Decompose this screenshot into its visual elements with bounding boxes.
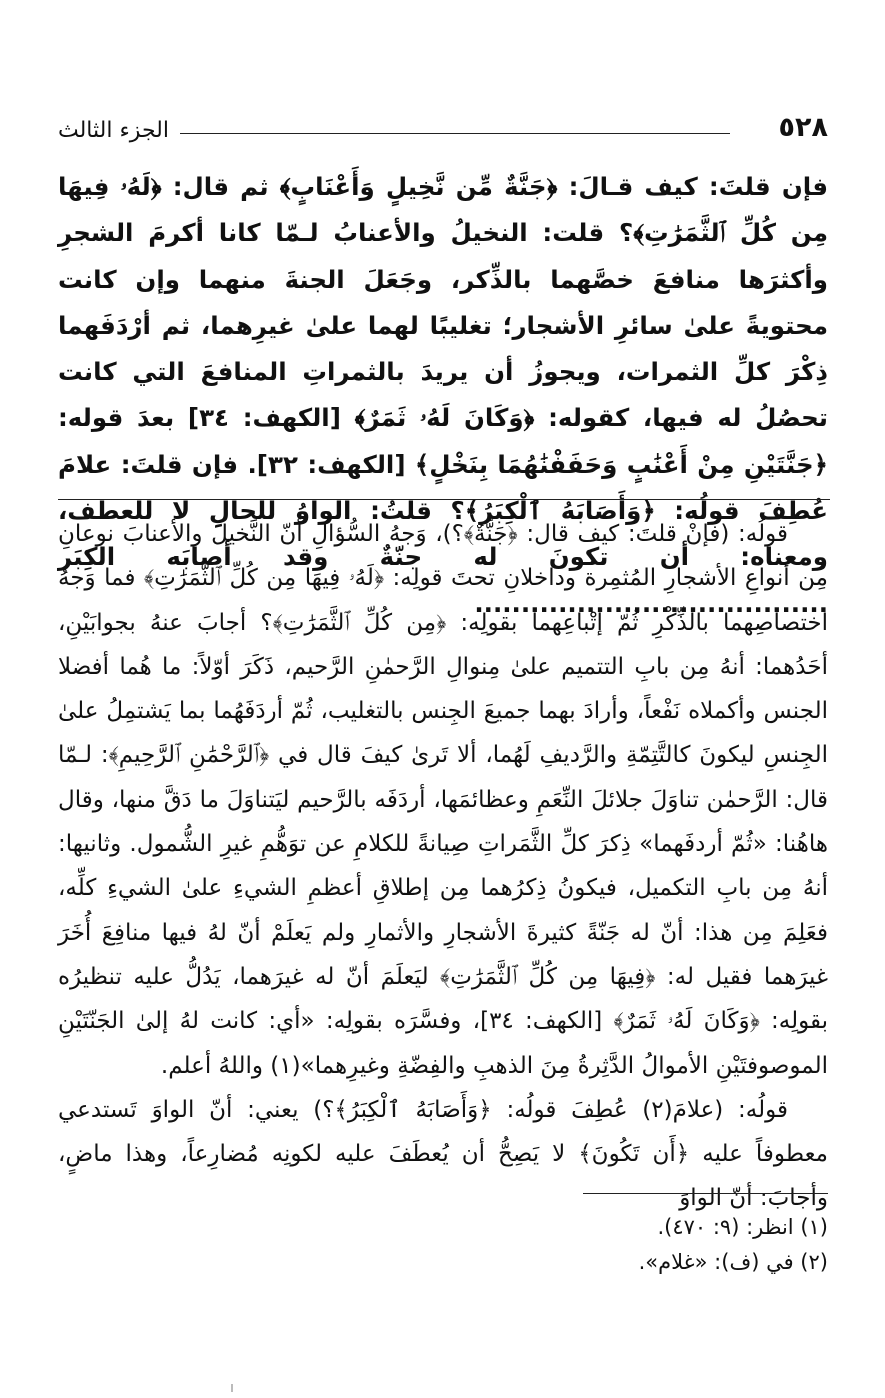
running-title: الجزء الثالث — [58, 118, 169, 143]
page-header — [58, 112, 828, 152]
footnote-1: (١) انظر: (٩: ٤٧٠). — [657, 1215, 828, 1239]
footnote-2: (٢) في (ف): «غلام». — [638, 1250, 828, 1274]
commentary-paragraph-1: قولُه: (فإنْ قلتَ: كيف قال: ﴿جَنَّةٌ﴾؟)، وَجهُ السُّؤالِ أنّ النَّخيلَ والأعنابَ نوعانِ مِن أنواعِ الأشجارِ المُثمِرة وداخلانِ تحتَ قولِه: ﴿لَهُۥ فِيهَا مِن كُلِّ ٱلثَّمَرَٰتِ﴾ فما وَجهُ اختصاصِهما بالذِّكْرِ ثُمّ إتْباعِهما بقولِه: ﴿مِن كُلِّ ٱلثَّمَرَٰتِ﴾؟ أجابَ عنهُ بجوابَيْنِ، أحَدُهما: أنهُ مِن بابِ التتميم علىٰ مِنوالِ الرَّحمٰنِ الرَّحيم، ذَكَرَ أوّلاً: ما هُما أفضلا الجنس وأكملاه نَفْعاً، وأرادَ بهما جميعَ الجِنس بالتغليب، ثُمّ أردَفَهُما بما يَشتمِلُ علىٰ الجِنسِ ليكونَ كالتَّتِمّةِ والرَّديفِ لَهُما، ألا تَرىٰ كيفَ قال في ﴿ٱلرَّحْمَٰنِ ٱلرَّحِيمِ﴾: لـمّا قال: الرَّحمٰن تناوَلَ جلائلَ النِّعَمِ وعظائمَها، أردَفَه بالرَّحيم ليَتناوَلَ ما دَقَّ منها، وقال هاهُنا: «ثُمّ أردفَهما» ذِكرَ كلِّ الثَّمَراتِ صِيانةً للكلامِ عن توَهُّمِ غيرِ الشُّمول. وثانيها: أنهُ مِن بابِ التكميل، فيكونُ ذِكرُهما مِن إطلاقِ أعظمِ الشيءِ علىٰ الشيءِ كلِّه، فعَلِمَ مِن هذا: أنّ له جَنّةً كثيرةَ الأشجارِ والأثمارِ ولم يَعلَمْ أنّ لهُ فيها منافِعَ أُخَرَ غيرَهما فقيل له: ﴿فِيهَا مِن كُلِّ ٱلثَّمَرَٰتِ﴾ ليَعلَمَ أنّ له غيرَهما، يَدُلُّ عليه تنظيرُه بقولِه: ﴿وَكَانَ لَهُۥ ثَمَرٌ﴾ [الكهف: ٣٤]، وفسَّرَه بقولِه: «أي: كانت لهُ إلىٰ الجَنّتَيْنِ الموصوفتَيْنِ الأموالُ الدَّثِرةُ مِنَ الذهبِ والفِضّةِ وغيرِهما»(١) واللهُ أعلم. — [58, 521, 829, 1079]
header-rule — [180, 133, 730, 134]
commentary-paragraph-2: قولُه: (علامَ(٢) عُطِفَ قولُه: ﴿وَأَصَابَهُ ٱلْكِبَرُ﴾؟) يعني: أنّ الواوَ تَستدعي معطوفاً عليه ﴿أَن تَكُونَ﴾ لا يَصِحُّ أن يُعطَفَ عليه لكونِه مُضارِعاً، وهذا ماضٍ، وأجابَ: أنّ الواوَ — [58, 1096, 828, 1212]
footnotes-divider — [583, 1193, 828, 1194]
text-commentary-divider — [58, 499, 830, 500]
footnotes-block — [58, 1210, 828, 1280]
scan-speck — [231, 1384, 233, 1392]
page-number: ٥٢٨ — [778, 112, 828, 143]
commentary-block — [58, 512, 828, 1221]
main-text-paragraph: فإن قلتَ: كيف قـالَ: ﴿جَنَّةٌ مِّن نَّخِيلٍ وَأَعْنَابٍ﴾ ثم قال: ﴿لَهُۥ فِيهَا مِن كُلِّ ٱلثَّمَرَٰتِ﴾؟ قلت: النخيلُ والأعنابُ لـمّا كانا أكرمَ الشجرِ وأكثرَها منافعَ خصَّهما بالذِّكر، وجَعَلَ الجنةَ منهما وإن كانت محتويةً علىٰ سائرِ الأشجار؛ تغليبًا لهما علىٰ غيرِهما، ثم أرْدَفَهما ذِكْرَ كلِّ الثمرات، ويجوزُ أن يريدَ بالثمراتِ المنافعَ التي كانت تحصُلُ له فيها، كقوله: ﴿وَكَانَ لَهُۥ ثَمَرٌ﴾ [الكهف: ٣٤] بعدَ قوله: ﴿جَنَّتَيْنِ مِنْ أَعْنَٰبٍ وَحَفَفْنَٰهُمَا بِنَخْلٍ﴾ [الكهف: ٣٢]. فإن قلتَ: علامَ عُطِفَ قولُه: ﴿وَأَصَابَهُ ٱلْكِبَرُ﴾؟ قلتُ: الواوُ للحالِ لا للعطف، ومعناه: أن تكونَ له جنّةٌ وقد أصابَه الكِبَر ...................................... — [58, 172, 829, 618]
